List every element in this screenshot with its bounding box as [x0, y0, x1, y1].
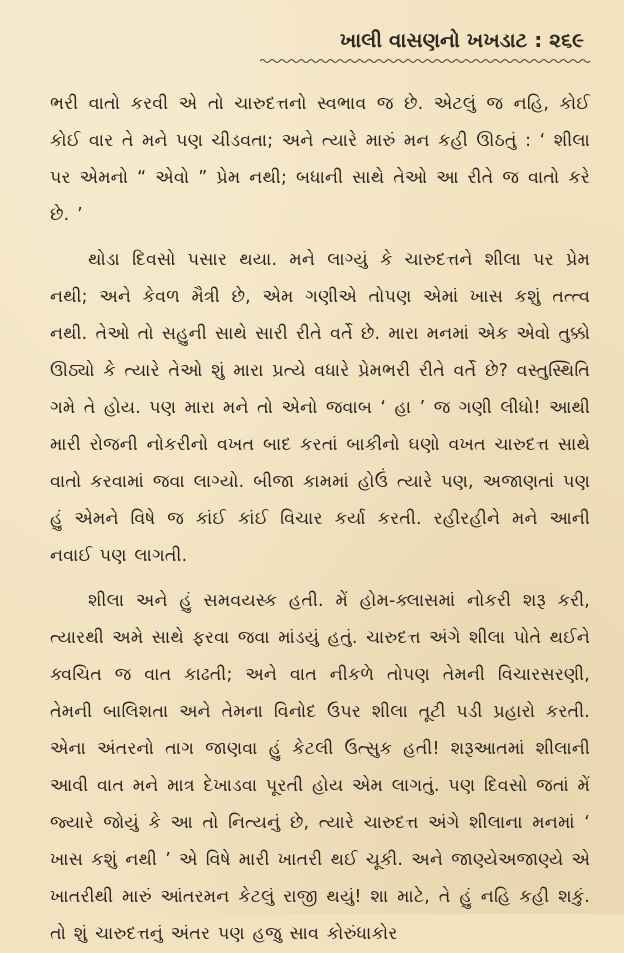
- header-wavy-rule: [260, 58, 590, 64]
- paragraph-third: શીલા અને હું સમવયસ્ક હતી. મેં હોમ-ક્લાસમાં નોકરી શરૂ કરી, ત્યારથી અમે સાથે ફરવા જવા માંડયું હતું. ચારુદત્ત અંગે શીલા પોતે થઈને ક્વચિત જ વાત કાઢતી; અને વાત નીકળે તોપણ તેમની વિચારસરણી, તેમની બાલિશતા અને તેમના વિનોદ ઉપર શીલા તૂટી પડી પ્રહારો કરતી. એના અંતરનો તાગ જાણવા હું કેટલી ઉત્સુક હતી! શરૂઆતમાં શીલાની આવી વાત મને માત્ર દેખાડવા પૂરતી હોય એમ લાગતું. પણ દિવસો જતાં મેં જ્યારે જોયું કે આ તો નિત્યનું છે, ત્યારે ચારુદત્ત અંગે શીલાના મનમાં ‘ ખાસ કશું નથી ’ એ વિષે મારી ખાતરી થઈ ચૂકી. અને જાણ્યેઅજાણ્યે એ ખાતરીથી મારું આંતરમન કેટલું રાજી થયું! શા માટે, તે હું નહિ કહી શકું. તો શું ચારુદત્તનું અંતર પણ હજુ સાવ કોરુંધાકોર: [50, 591, 590, 944]
- paragraph-second: થોડા દિવસો પસાર થયા. મને લાગ્યું કે ચારુદત્તને શીલા પર પ્રેમ નથી; અને કેવળ મૈત્રી છે, એમ ગણીએ તોપણ એમાં ખાસ કશું તત્ત્વ નથી. તેઓ તો સહુની સાથે સારી રીતે વર્તે છે. મારા મનમાં એક એવો તુક્કો ઊઠ્યો કે ત્યારે તેઓ શું મારા પ્રત્યે વધારે પ્રેમભરી રીતે વર્તે છે? વસ્તુસ્થિતિ ગમે તે હોય. પણ મારા મને તો એનો જવાબ ‘ હા ’ જ ગણી લીધો! આથી મારી રોજની નોકરીનો વખત બાદ કરતાં બાકીનો ઘણો વખત ચારુદત્ત સાથે વાતો કરવામાં જવા લાગ્યો. બીજા કામમાં હોઉં ત્યારે પણ, અજાણતાં પણ હું એમને વિષે જ કાંઈ કાંઈ વિચાર કર્યા કરતી. રહીરહીને મને આની નવાઈ પણ લાગતી.: [50, 250, 590, 566]
- wavy-line-ornament: [260, 58, 590, 64]
- running-header: ખાલી વાસણનો ખખડાટ : ૨૬૯: [339, 28, 584, 52]
- paragraph-continued: ભરી વાતો કરવી એ તો ચારુદત્તનો સ્વભાવ જ છે. એટલું જ નહિ, કોઈ કોઈ વાર તે મને પણ ચીડવતા; અને ત્યારે મારું મન કહી ઊઠતું : ‘ શીલા પર એમનો “ એવો ” પ્રેમ નથી; બધાની સાથે તેઓ આ રીતે જ વાતો કરે છે. ’: [50, 94, 590, 225]
